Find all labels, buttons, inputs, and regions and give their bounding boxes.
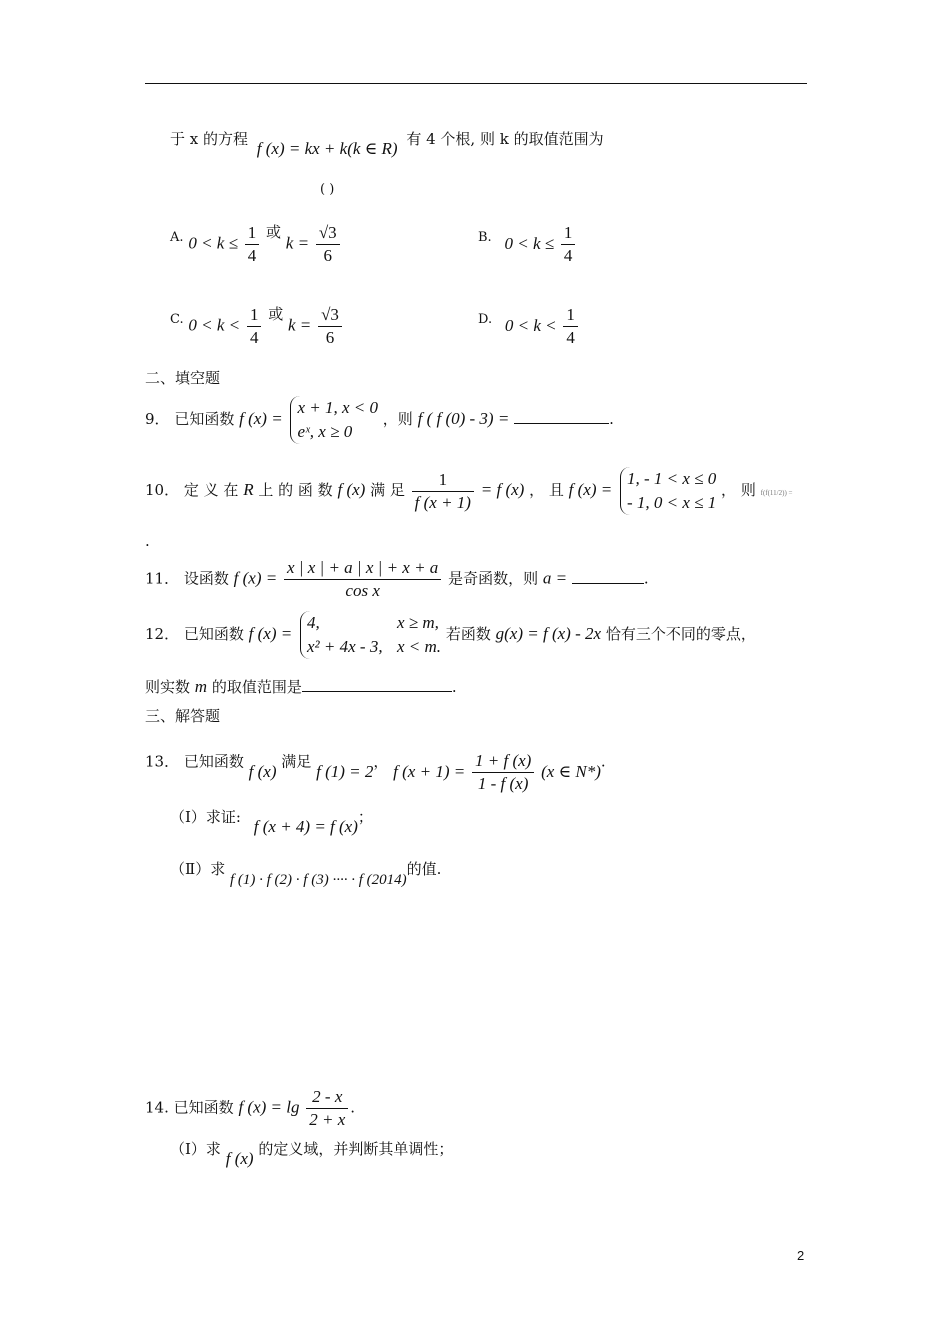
q12-fx: f (x) = <box>248 624 293 643</box>
q11-fx: f (x) = <box>233 568 278 588</box>
q12-text-b: 若函数 <box>445 625 491 643</box>
q11-fraction: $\frac{x | x | + a | x | + x + a}{\text{cos x}}$ <box>284 557 441 602</box>
q12-line2-b: 的取值范围是 <box>211 678 302 696</box>
question-10 <box>145 467 792 515</box>
q13-f1: f (1) = 2 <box>316 761 374 781</box>
q10-case-2: - 1, 0 < x ≤ 1 <box>627 493 717 512</box>
q12-number: 12． <box>145 625 180 643</box>
option-a-k: k = <box>285 233 310 253</box>
q9-end: . <box>609 410 614 428</box>
q10-fraction: $\frac{1}{f (x + 1)}$ <box>412 469 474 514</box>
q13-part-2 <box>170 858 442 888</box>
q13-part1-end: ； <box>357 808 373 826</box>
q13-part1-expr: f (x + 4) = f (x) <box>253 817 358 836</box>
q13-fx: f (x) <box>248 761 277 781</box>
q12-m: m <box>194 677 208 696</box>
q12-case-2: x² + 4x - 3, x < m. <box>307 637 442 656</box>
q9-case-1: x + 1, x < 0 <box>297 398 379 417</box>
option-c-k: k = <box>288 315 312 335</box>
q8-option-d <box>478 304 580 349</box>
q8-stem-b: 有 4 个根, 则 k 的取值范围为 <box>406 130 604 148</box>
q12-answer-blank[interactable] <box>302 677 452 692</box>
q9-fx: f (x) = <box>239 409 283 428</box>
q10-number: 10． <box>145 481 180 499</box>
q14-text-a: 已知函数 <box>173 1098 234 1117</box>
section-2-title: 二、填空题 <box>145 369 221 387</box>
q12-text-a: 已知函数 <box>183 625 244 643</box>
q10-text-a: 定 义 在 <box>183 481 239 499</box>
question-12 <box>145 611 756 659</box>
page-number: 2 <box>797 1248 805 1263</box>
option-b-label: B. <box>478 229 492 245</box>
q12-gx: g(x) = f (x) - 2x <box>495 624 602 643</box>
q8-equation: f (x) = kx + k(k ∈ R) <box>256 139 398 158</box>
option-c-or: 或 <box>268 304 284 323</box>
option-b-fraction: $\frac{1}{4}$ <box>561 222 576 267</box>
q10-fx2: f (x) = <box>568 480 613 499</box>
section-3-title: 三、解答题 <box>145 707 221 725</box>
option-a-sqrt-fraction: $\frac{√3}{6}$ <box>316 222 340 267</box>
q9-answer-blank[interactable] <box>514 409 609 424</box>
q13-part2-expr: f (1) · f (2) · f (3) ···· · f (2014) <box>229 872 407 888</box>
question-11 <box>145 557 649 602</box>
q9-expression: f ( f (0) - 3) = <box>417 409 510 428</box>
q8-option-c <box>170 304 344 349</box>
option-a-or: 或 <box>265 222 281 241</box>
q10-text-c: 满 足 <box>370 481 405 499</box>
q10-text-b: 上 的 函 数 <box>258 481 333 499</box>
q9-cases <box>290 396 378 444</box>
question-14 <box>145 1086 355 1131</box>
q14-fraction: $\frac{2 - x}{2 + x}$ <box>306 1086 348 1131</box>
q9-text-a: 已知函数 <box>174 410 235 428</box>
q11-text-a: 设函数 <box>183 569 229 588</box>
option-d-fraction: $\frac{1}{4}$ <box>563 304 578 349</box>
q11-answer-blank[interactable] <box>572 569 644 584</box>
option-c-label: C. <box>170 311 184 327</box>
q9-text-b: ，则 <box>382 410 413 428</box>
option-c-sqrt-fraction: $\frac{√3}{6}$ <box>318 304 342 349</box>
q13-text-a: 已知函数 <box>183 752 244 771</box>
question-9 <box>145 396 614 444</box>
q13-domain: (x ∈ N*) <box>541 761 601 781</box>
q8-option-b <box>478 222 577 267</box>
q10-R: R <box>243 480 254 499</box>
q10-fx: f (x) <box>337 480 366 499</box>
q8-stem-a: 于 x 的方程 <box>170 130 248 148</box>
q12-end: . <box>451 678 457 696</box>
q14-part1-label: （Ⅰ）求 <box>170 1140 221 1158</box>
q10-tiny-expression: f(f(11/2)) = <box>760 489 793 497</box>
q13-part1-label: （Ⅰ）求证: <box>170 808 241 826</box>
q9-case-2: eˣ, x ≥ 0 <box>297 422 353 441</box>
q13-part2-end: 的值. <box>406 860 442 878</box>
q12-line2-a: 则实数 <box>145 678 191 696</box>
q13-text-b: 满足 <box>281 752 312 771</box>
q12-case-1: 4, x ≥ m, <box>307 613 439 632</box>
q13-part2-label: （Ⅱ）求 <box>170 860 226 878</box>
q13-number: 13． <box>145 752 180 771</box>
q8-stem <box>170 128 604 158</box>
header-rule <box>145 83 807 84</box>
q14-part-1 <box>170 1138 454 1168</box>
option-d-ineq: 0 < k < <box>504 315 557 335</box>
q12-cases <box>300 611 441 659</box>
q9-number: 9． <box>145 410 170 428</box>
q12-text-c: 恰有三个不同的零点， <box>605 625 756 643</box>
q10-text-d: ， 且 <box>529 481 564 499</box>
q11-text-b: 是奇函数，则 <box>448 569 539 588</box>
option-b-ineq: 0 < k ≤ <box>504 233 555 253</box>
q14-part1-text: 的定义域，并判断其单调性； <box>258 1140 454 1158</box>
q11-number: 11． <box>145 569 180 588</box>
option-a-fraction: $\frac{1}{4}$ <box>245 222 260 267</box>
q13-comma: ， <box>373 752 389 771</box>
q10-rhs: = f (x) <box>480 480 525 499</box>
q8-answer-paren: ( ) <box>320 182 335 197</box>
q14-part1-fx: f (x) <box>225 1149 254 1168</box>
q13-part-1 <box>170 806 373 836</box>
option-c-ineq: 0 < k < <box>188 315 241 335</box>
q14-end: . <box>350 1098 356 1117</box>
q8-option-a <box>170 222 342 267</box>
q13-recurrence-fraction: $\frac{1 + f (x)}{1 - f (x)}$ <box>472 750 534 795</box>
q10-trailing-dot: . <box>145 532 150 550</box>
option-a-label: A. <box>170 229 184 245</box>
q10-cases <box>620 467 716 515</box>
option-c-fraction: $\frac{1}{4}$ <box>247 304 262 349</box>
option-d-label: D. <box>478 311 493 327</box>
q13-end: . <box>600 752 606 771</box>
q10-case-1: 1, - 1 < x ≤ 0 <box>627 469 717 488</box>
option-a-ineq: 0 < k ≤ <box>188 233 238 253</box>
q13-recurrence-lhs: f (x + 1) = <box>393 761 466 781</box>
q11-a: a = <box>542 568 568 588</box>
q14-number: 14. <box>145 1098 169 1117</box>
q14-fx: f (x) = lg <box>238 1097 300 1117</box>
q11-end: . <box>643 569 649 588</box>
q12-line-2 <box>145 676 457 697</box>
q10-text-e: ， 则 <box>721 481 756 499</box>
question-13 <box>145 740 606 793</box>
